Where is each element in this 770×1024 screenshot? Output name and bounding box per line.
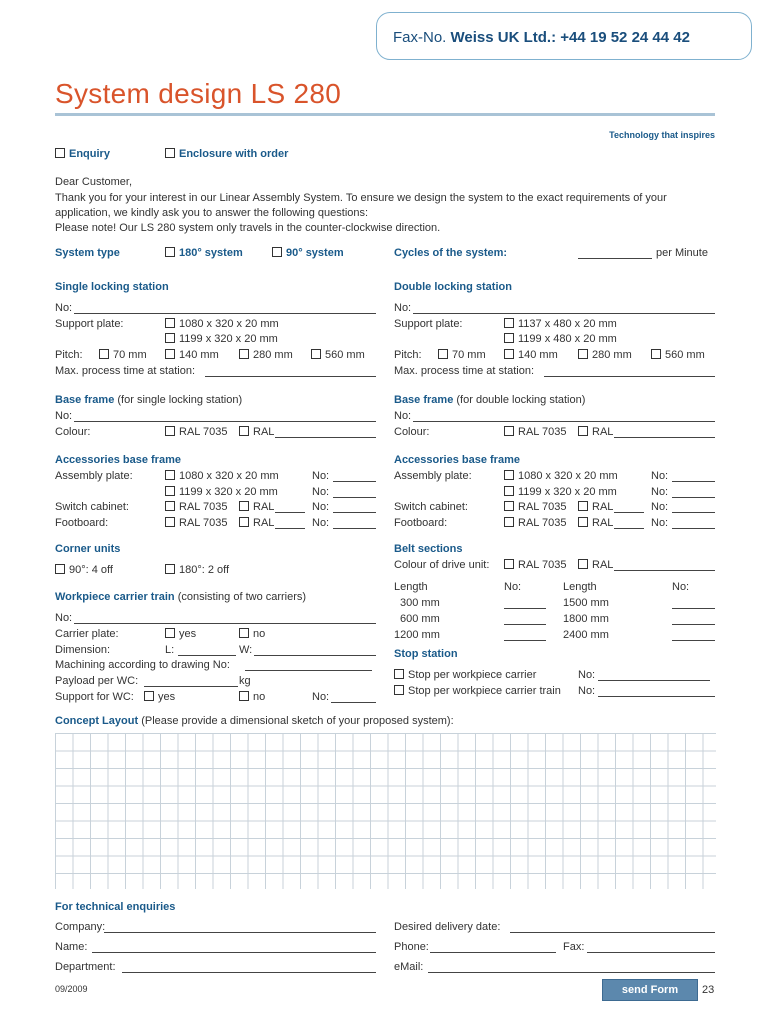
double-plate1[interactable]: 1137 x 480 x 20 mm <box>504 318 617 330</box>
double-p140[interactable]: 140 mm <box>504 349 558 361</box>
phone-field[interactable] <box>430 952 556 953</box>
acc-right-sw-ral[interactable]: RAL <box>578 501 613 513</box>
label: Pitch: <box>394 349 422 361</box>
label: Colour: <box>394 426 430 438</box>
checkbox[interactable] <box>165 333 175 343</box>
checkbox[interactable] <box>165 628 175 638</box>
system-180-option[interactable]: 180° system <box>165 247 243 259</box>
carrier-yes[interactable]: yes <box>165 628 196 640</box>
acc-left-a2[interactable]: 1199 x 320 x 20 mm <box>165 486 278 498</box>
field[interactable] <box>275 512 305 513</box>
field[interactable] <box>504 624 546 625</box>
field[interactable] <box>598 680 710 681</box>
label: Department: <box>55 961 116 973</box>
field[interactable] <box>672 481 715 482</box>
label: No: <box>312 470 330 482</box>
enquiry-checkbox[interactable] <box>55 148 65 158</box>
checkbox[interactable] <box>578 501 588 511</box>
label: 1500 mm <box>563 597 609 609</box>
label: Footboard: <box>394 517 448 529</box>
label: No: <box>394 302 412 314</box>
page-number: 23 <box>702 984 715 996</box>
label: Support plate: <box>55 318 124 330</box>
greeting: Dear Customer, <box>55 176 133 188</box>
title-rule <box>55 113 715 116</box>
single-p560[interactable]: 560 mm <box>311 349 365 361</box>
label: No: <box>578 685 596 697</box>
fax-number <box>393 29 690 46</box>
checkbox[interactable] <box>165 564 175 574</box>
base-single-ral7035[interactable]: RAL 7035 <box>165 426 228 438</box>
send-form-button[interactable]: send Form <box>602 979 698 1001</box>
fax-company: Weiss UK Ltd.: +44 19 52 24 44 42 <box>450 29 690 46</box>
acc-right-fb-ral[interactable]: RAL <box>578 517 613 529</box>
corner-180[interactable]: 180°: 2 off <box>165 564 229 576</box>
label: No: <box>394 410 412 422</box>
checkbox[interactable] <box>99 349 109 359</box>
label: Pitch: <box>55 349 83 361</box>
label: No: <box>312 691 330 703</box>
field[interactable] <box>275 528 305 529</box>
label: Machining according to drawing No: <box>55 659 230 671</box>
belt-ral7035[interactable]: RAL 7035 <box>504 559 567 571</box>
double-p70[interactable]: 70 mm <box>438 349 486 361</box>
field[interactable] <box>672 512 715 513</box>
field[interactable] <box>614 570 715 571</box>
field[interactable] <box>333 497 376 498</box>
company-field[interactable] <box>104 932 376 933</box>
field[interactable] <box>614 512 644 513</box>
field[interactable] <box>333 528 376 529</box>
label: 1800 mm <box>563 613 609 625</box>
label: Footboard: <box>55 517 109 529</box>
checkbox[interactable] <box>504 470 514 480</box>
label: Max. process time at station: <box>55 365 195 377</box>
drawing-no-field[interactable] <box>245 670 372 671</box>
label: Assembly plate: <box>55 470 133 482</box>
field[interactable] <box>672 528 715 529</box>
field[interactable] <box>504 640 546 641</box>
checkbox[interactable] <box>239 628 249 638</box>
corner-90[interactable]: 90°: 4 off <box>55 564 113 576</box>
department-field[interactable] <box>122 972 376 973</box>
single-no-field[interactable] <box>74 313 376 314</box>
fax-header-box <box>376 12 752 60</box>
checkbox[interactable] <box>239 349 249 359</box>
checkbox[interactable] <box>504 486 514 496</box>
checkbox[interactable] <box>165 517 175 527</box>
label: Phone: <box>394 941 429 953</box>
field[interactable] <box>672 640 715 641</box>
field[interactable] <box>333 481 376 482</box>
checkbox[interactable] <box>239 501 249 511</box>
checkbox[interactable] <box>504 559 514 569</box>
stop-wc-train[interactable]: Stop per workpiece carrier train <box>394 685 561 697</box>
label: 1200 mm <box>394 629 440 641</box>
stop-wc[interactable]: Stop per workpiece carrier <box>394 669 536 681</box>
label: Switch cabinet: <box>55 501 129 513</box>
base-single-ral[interactable]: RAL <box>239 426 274 438</box>
label: 2400 mm <box>563 629 609 641</box>
label: kg <box>239 675 251 687</box>
payload-field[interactable] <box>144 686 238 687</box>
enclosure-option[interactable]: Enclosure with order <box>165 148 288 160</box>
per-minute: per Minute <box>656 247 708 259</box>
label: Switch cabinet: <box>394 501 468 513</box>
acc-left-fb-ral7035[interactable]: RAL 7035 <box>165 517 228 529</box>
carrier-title: Workpiece carrier train (consisting of two carriers) <box>55 591 307 603</box>
field[interactable] <box>504 608 546 609</box>
field[interactable] <box>672 497 715 498</box>
label: No: <box>504 581 522 593</box>
enclosure-checkbox[interactable] <box>165 148 175 158</box>
checkbox[interactable] <box>144 691 154 701</box>
label: Payload per WC: <box>55 675 139 687</box>
dimension-w-field[interactable] <box>254 655 376 656</box>
label: Name: <box>55 941 88 953</box>
label: Max. process time at station: <box>394 365 534 377</box>
label: Colour of drive unit: <box>394 559 490 571</box>
label: No: <box>312 486 330 498</box>
label: No: <box>672 581 690 593</box>
field[interactable] <box>333 512 376 513</box>
acc-left-fb-ral[interactable]: RAL <box>239 517 274 529</box>
fax-field[interactable] <box>587 952 715 953</box>
checkbox[interactable] <box>578 559 588 569</box>
field[interactable] <box>614 528 644 529</box>
label: L: <box>165 644 175 656</box>
base-single-no-field[interactable] <box>74 421 376 422</box>
acc-left-a1[interactable]: 1080 x 320 x 20 mm <box>165 470 279 482</box>
acc-left-title: Accessories base frame <box>55 454 181 466</box>
acc-right-fb-ral7035[interactable]: RAL 7035 <box>504 517 567 529</box>
label: eMail: <box>394 961 424 973</box>
single-plate2[interactable]: 1199 x 320 x 20 mm <box>165 333 278 345</box>
label: No: <box>651 501 669 513</box>
acc-left-sw-ral[interactable]: RAL <box>239 501 274 513</box>
label: No: <box>312 501 330 513</box>
tech-title: For technical enquiries <box>55 901 176 913</box>
label: No: <box>651 486 669 498</box>
checkbox[interactable] <box>165 470 175 480</box>
concept-title: Concept Layout (Please provide a dimensional sketch of your proposed system): <box>55 715 454 727</box>
dimension-l-field[interactable] <box>178 655 236 656</box>
label: No: <box>55 612 73 624</box>
stop-title: Stop station <box>394 648 458 660</box>
double-no-field[interactable] <box>413 313 715 314</box>
single-p140[interactable]: 140 mm <box>165 349 219 361</box>
checkbox[interactable] <box>504 333 514 343</box>
acc-right-a1[interactable]: 1080 x 320 x 20 mm <box>504 470 618 482</box>
belt-ral[interactable]: RAL <box>578 559 613 571</box>
base-single-ral-field[interactable] <box>275 437 376 438</box>
checkbox[interactable] <box>578 349 588 359</box>
checkbox[interactable] <box>651 349 661 359</box>
delivery-date-field[interactable] <box>510 932 715 933</box>
checkbox[interactable] <box>504 517 514 527</box>
single-maxtime-field[interactable] <box>205 376 376 377</box>
checkbox[interactable] <box>578 517 588 527</box>
label: Length <box>563 581 597 593</box>
checkbox[interactable] <box>239 691 249 701</box>
support-no-field[interactable] <box>331 702 376 703</box>
double-p280[interactable]: 280 mm <box>578 349 632 361</box>
label: No: <box>55 410 73 422</box>
double-station-title: Double locking station <box>394 281 512 293</box>
single-plate1[interactable]: 1080 x 320 x 20 mm <box>165 318 279 330</box>
label: 600 mm <box>400 613 440 625</box>
acc-left-sw-ral7035[interactable]: RAL 7035 <box>165 501 228 513</box>
acc-right-title: Accessories base frame <box>394 454 520 466</box>
label: No: <box>651 470 669 482</box>
checkbox[interactable] <box>394 685 404 695</box>
label: 300 mm <box>400 597 440 609</box>
page-title: System design LS 280 <box>55 78 342 109</box>
single-p280[interactable]: 280 mm <box>239 349 293 361</box>
cycles-field[interactable] <box>578 258 652 259</box>
checkbox[interactable] <box>165 349 175 359</box>
checkbox[interactable] <box>394 669 404 679</box>
carrier-no-field[interactable] <box>74 623 376 624</box>
label: Desired delivery date: <box>394 921 501 933</box>
label: No: <box>651 517 669 529</box>
label: Dimension: <box>55 644 111 656</box>
intro-line2: application, we kindly ask you to answer the following questions: <box>55 207 369 219</box>
checkbox[interactable] <box>272 247 282 257</box>
checkbox[interactable] <box>504 501 514 511</box>
label: Assembly plate: <box>394 470 472 482</box>
fax-prefix: Fax-No. <box>393 29 447 46</box>
belt-title: Belt sections <box>394 543 463 555</box>
system-90-option[interactable]: 90° system <box>272 247 344 259</box>
intro-line1: Thank you for your interest in our Linear Assembly System. To ensure we design the system to the exact requirements of your <box>55 192 667 204</box>
single-p70[interactable]: 70 mm <box>99 349 147 361</box>
intro-line3: Please note! Our LS 280 system only travels in the counter-clockwise direction. <box>55 222 441 234</box>
checkbox[interactable] <box>504 318 514 328</box>
enquiry-option[interactable]: Enquiry <box>55 148 110 160</box>
field[interactable] <box>598 696 715 697</box>
label: Length <box>394 581 428 593</box>
checkbox[interactable] <box>239 517 249 527</box>
checkbox[interactable] <box>165 426 175 436</box>
double-p560[interactable]: 560 mm <box>651 349 705 361</box>
label: Fax: <box>563 941 585 953</box>
sketch-grid[interactable] <box>55 733 716 889</box>
base-double-ral7035[interactable]: RAL 7035 <box>504 426 567 438</box>
checkbox[interactable] <box>165 318 175 328</box>
support-no[interactable]: no <box>239 691 265 703</box>
acc-right-a2[interactable]: 1199 x 320 x 20 mm <box>504 486 617 498</box>
double-maxtime-field[interactable] <box>544 376 715 377</box>
checkbox[interactable] <box>438 349 448 359</box>
label: No: <box>578 669 596 681</box>
label: No: <box>55 302 73 314</box>
checkbox[interactable] <box>165 501 175 511</box>
checkbox[interactable] <box>578 426 588 436</box>
corner-title: Corner units <box>55 543 121 555</box>
base-double-ral[interactable]: RAL <box>578 426 613 438</box>
base-double-ral-field[interactable] <box>614 437 715 438</box>
checkbox[interactable] <box>239 426 249 436</box>
footer-date: 09/2009 <box>55 984 88 994</box>
label: Carrier plate: <box>55 628 119 640</box>
checkbox[interactable] <box>311 349 321 359</box>
label: Support plate: <box>394 318 463 330</box>
checkbox[interactable] <box>504 426 514 436</box>
carrier-no-opt[interactable]: no <box>239 628 265 640</box>
base-single-title: Base frame (for single locking station) <box>55 394 243 406</box>
base-double-no-field[interactable] <box>413 421 715 422</box>
double-plate2[interactable]: 1199 x 480 x 20 mm <box>504 333 617 345</box>
acc-right-sw-ral7035[interactable]: RAL 7035 <box>504 501 567 513</box>
system-type-label: System type <box>55 247 120 259</box>
checkbox[interactable] <box>165 486 175 496</box>
label: No: <box>312 517 330 529</box>
cycles-label: Cycles of the system: <box>394 247 508 259</box>
label: Colour: <box>55 426 91 438</box>
email-field[interactable] <box>428 972 715 973</box>
support-yes[interactable]: yes <box>144 691 175 703</box>
label: W: <box>239 644 253 656</box>
single-station-title: Single locking station <box>55 281 169 293</box>
name-field[interactable] <box>92 952 376 953</box>
base-double-title: Base frame (for double locking station) <box>394 394 586 406</box>
label: Company: <box>55 921 106 933</box>
field[interactable] <box>672 624 715 625</box>
tagline: Technology that inspires <box>609 130 715 140</box>
label: Support for WC: <box>55 691 134 703</box>
field[interactable] <box>672 608 715 609</box>
checkbox[interactable] <box>55 564 65 574</box>
checkbox[interactable] <box>504 349 514 359</box>
checkbox[interactable] <box>165 247 175 257</box>
